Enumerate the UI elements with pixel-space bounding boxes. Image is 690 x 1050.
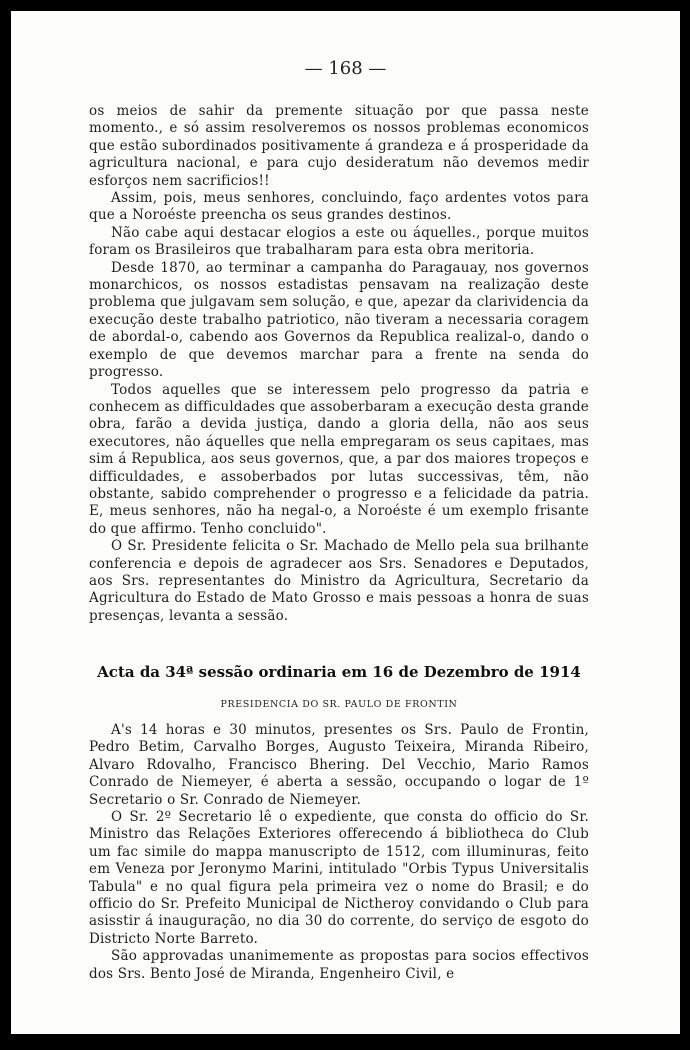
paragraph: os meios de sahir da premente situação por que passa neste momento., e só assim resolveremos os nossos problemas economicos que estão subordinados positivamente á grandeza e á prosperidade da agricultura nacional, e para cujo desideratum não devemos medir esforços nem sacrificios!! <box>89 103 589 189</box>
closing-speech-section <box>89 103 589 625</box>
document-page <box>11 11 680 1034</box>
paragraph: Desde 1870, ao terminar a campanha do Paragauay, nos governos monarchicos, os nossos estadistas pensavam na realização deste problema que julgavam sem solução, e que, apezar da clarividencia da execução deste trabalho patriotico, não tiveram a necessaria coragem de abordal-o, cabendo aos Governos da Republica realizal-o, dando o exemplo de que devemos marchar para a frente na senda do progresso. <box>89 259 589 381</box>
paragraph: O Sr. 2º Secretario lê o expediente, que consta do officio do Sr. Ministro das Relações Exteriores offerecendo á bibliotheca do Club um fac simile do mappa manuscripto de 1512, com illuminuras, feito em Veneza por Jeronymo Marini, intitulado "Orbis Typus Universitalis Tabula" e no qual figura pela primeira vez o nome do Brasil; e do officio do Sr. Prefeito Municipal de Nictheroy convidando o Club para asisstir á inauguração, no dia 30 do corrente, do serviço de esgoto do Districto Norte Barreto. <box>89 809 589 947</box>
paragraph: São approvadas unanimemente as propostas para socios effectivos dos Srs. Bento José de Miranda, Engenheiro Civil, e <box>89 948 589 982</box>
paragraph: O Sr. Presidente felicita o Sr. Machado de Mello pela sua brilhante conferencia e depois de agradecer aos Srs. Senadores e Deputados, aos Srs. representantes do Ministro da Agricultura, Secretario da Agricultura do Estado de Mato Grosso e mais pessoas a honra de suas presenças, levanta a sessão. <box>89 538 589 624</box>
page-number: — 168 — <box>304 58 387 79</box>
paragraph: Não cabe aqui destacar elogios a este ou áquelles., porque muitos foram os Brasileiros que trabalharam para esta obra meritoria. <box>89 224 589 259</box>
presidency-subheading: PRESIDENCIA DO SR. PAULO DE FRONTIN <box>220 699 458 710</box>
session-minutes-section <box>89 722 589 983</box>
paragraph: A's 14 horas e 30 minutos, presentes os Srs. Paulo de Frontin, Pedro Betim, Carvalho Borges, Augusto Teixeira, Miranda Ribeiro, Alvaro Rdovalho, Francisco Bhering. Del Vecchio, Mario Ramos Conrado de Niemeyer, é aberta a sessão, occupando o logar de 1º Secretario o Sr. Conrado de Niemeyer. <box>89 722 589 808</box>
session-heading: Acta da 34ª sessão ordinaria em 16 de Dezembro de 1914 <box>97 663 581 681</box>
paragraph: Todos aquelles que se interessem pelo progresso da patria e conhecem as difficuldades que assoberbaram a execução desta grande obra, farão a devida justiça, dando a gloria della, não aos seus executores, não áquelles que nella empregaram os seus capitaes, mas sim á Republica, aos seus governos, que, a par dos maiores tropeços e difficuldades, e assoberbados por lutas successivas, têm, não obstante, sabido comprehender o progresso e a felicidade da patria. E, meus senhores, não ha negal-o, a Noroéste é um exemplo frisante do que affirmo. Tenho concluido". <box>89 381 589 537</box>
paragraph: Assim, pois, meus senhores, concluindo, faço ardentes votos para que a Noroéste preencha os seus grandes destinos. <box>89 190 589 224</box>
